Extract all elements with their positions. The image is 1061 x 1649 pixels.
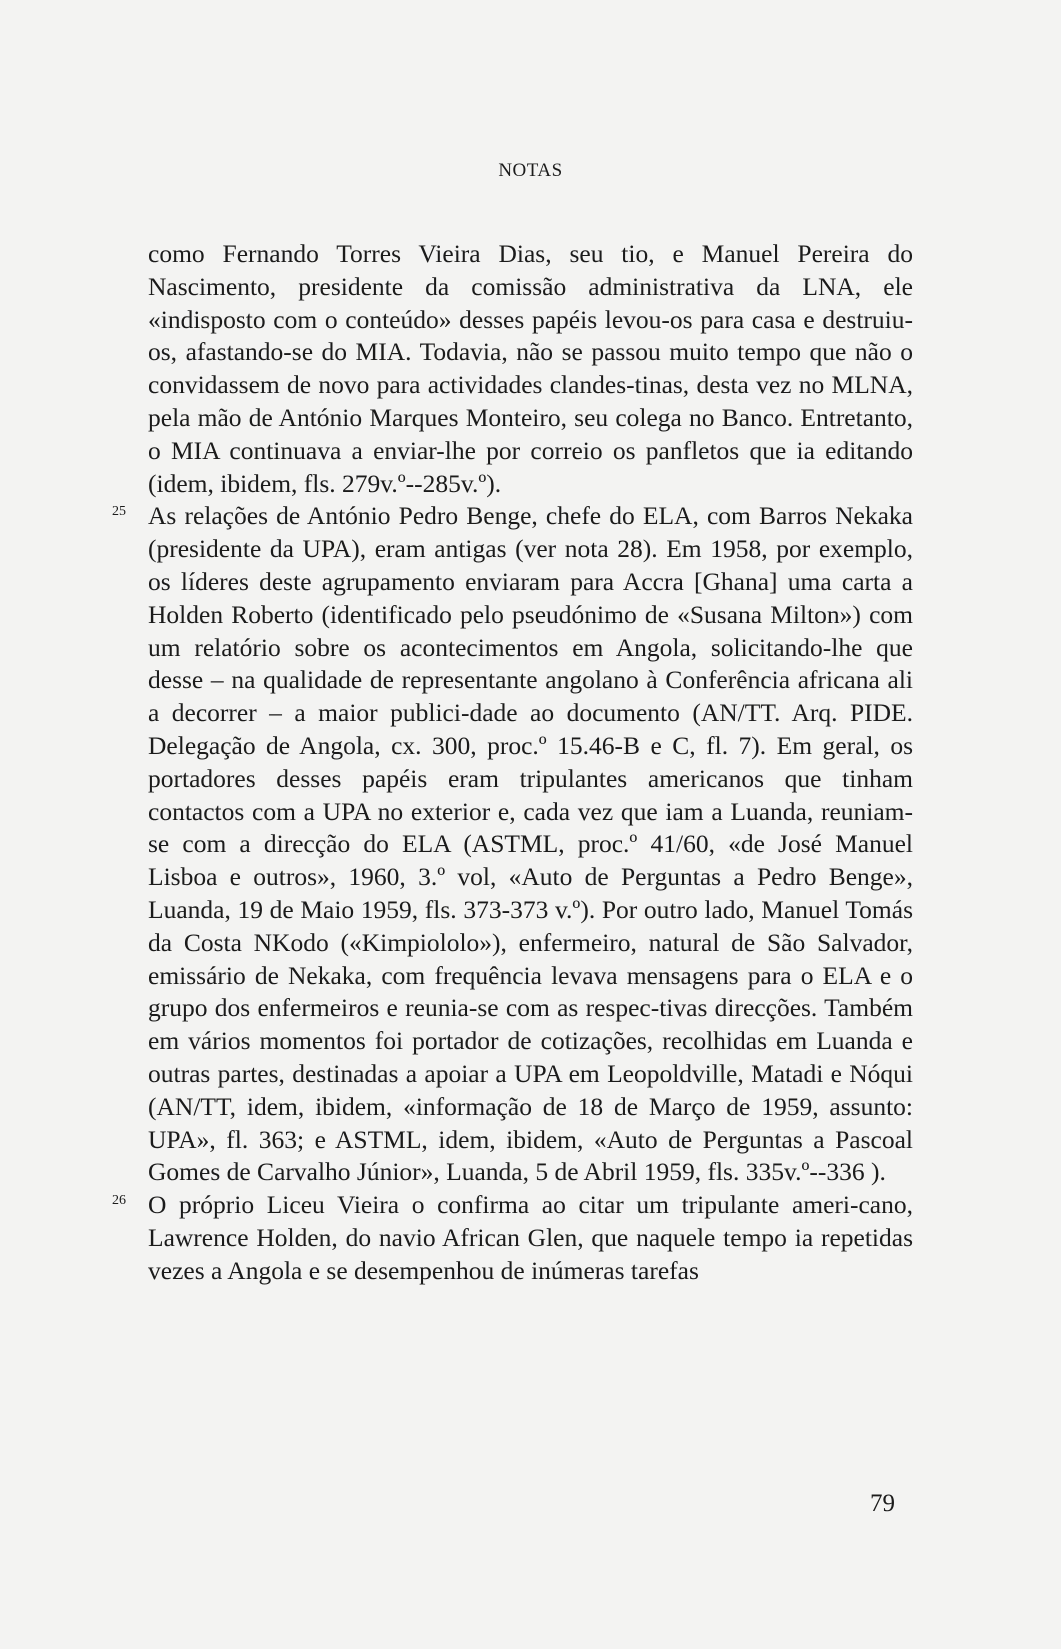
note-paragraph-continued	[148, 238, 913, 500]
note-number: 25	[112, 504, 126, 520]
note-number: 26	[112, 1193, 126, 1209]
notes-body	[112, 238, 913, 1288]
paragraph-text: O próprio Liceu Vieira o confirma ao citar um tripulante ameri-cano, Lawrence Holden, do navio African Glen, que naquele tempo ia repetidas vezes a Angola e se desempenhou de inúmeras tarefas	[148, 1190, 913, 1285]
note-paragraph-26	[112, 1189, 913, 1287]
paragraph-text: como Fernando Torres Vieira Dias, seu tio, e Manuel Pereira do Nascimento, presidente da comissão administrativa da LNA, ele «indisposto com o conteúdo» desses papéis levou-os para casa e destruiu-os, afastando-se do MIA. Todavia, não se passou muito tempo que não o convidassem de novo para actividades clandes-tinas, desta vez no MLNA, pela mão de António Marques Monteiro, seu colega no Banco. Entretanto, o MIA continuava a enviar-lhe por correio os panfletos que ia editando (idem, ibidem, fls. 279v.º--285v.º).	[148, 239, 913, 498]
paragraph-text: As relações de António Pedro Benge, chefe do ELA, com Barros Nekaka (presidente da UPA), eram antigas (ver nota 28). Em 1958, por exemplo, os líderes deste agrupamento enviaram para Accra [Ghana] uma carta a Holden Roberto (identificado pelo pseudónimo de «Susana Milton») com um relatório sobre os acontecimentos em Angola, solicitando-lhe que desse – na qualidade de representante angolano à Conferência africana ali a decorrer – a maior publici-dade ao documento (AN/TT. Arq. PIDE. Delegação de Angola, cx. 300, proc.º 15.46-B e C, fl. 7). Em geral, os portadores desses papéis eram tripulantes americanos que tinham contactos com a UPA no exterior e, cada vez que iam a Luanda, reuniam-se com a direcção do ELA (ASTML, proc.º 41/60, «de José Manuel Lisboa e outros», 1960, 3.º vol, «Auto de Perguntas a Pedro Benge», Luanda, 19 de Maio 1959, fls. 373-373 v.º). Por outro lado, Manuel Tomás da Costa NKodo («Kimpiololo»), enfermeiro, natural de São Salvador, emissário de Nekaka, com frequência levava mensagens para o ELA e o grupo dos enfermeiros e reunia-se com as respec-tivas direcções. Também em vários momentos foi portador de cotizações, recolhidas em Luanda e outras partes, destinadas a apoiar a UPA em Leopoldville, Matadi e Nóqui (AN/TT, idem, ibidem, «informação de 18 de Março de 1959, assunto: UPA», fl. 363; e ASTML, idem, ibidem, «Auto de Perguntas a Pascoal Gomes de Carvalho Júnior», Luanda, 5 de Abril 1959, fls. 335v.º--336 ).	[148, 501, 913, 1187]
page-number: 79	[870, 1490, 895, 1517]
running-head: NOTAS	[498, 160, 563, 181]
note-paragraph-25	[112, 500, 913, 1189]
